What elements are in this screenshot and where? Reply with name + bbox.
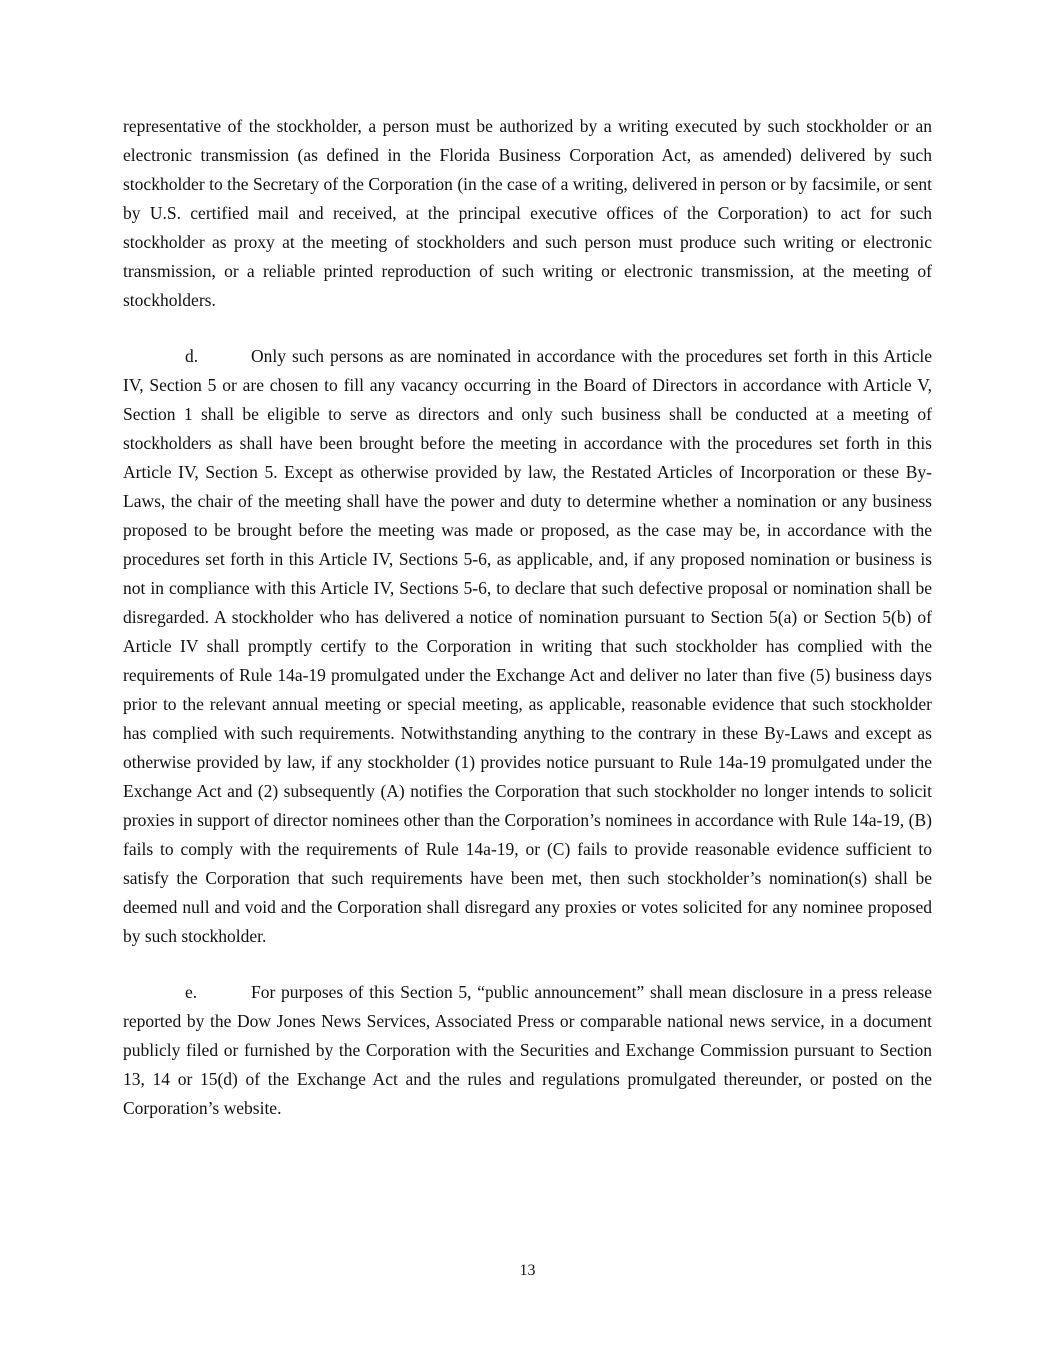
paragraph-continuation-text: representative of the stockholder, a person must be authorized by a writing executed by such stockholder or an electronic transmission (as defined in the Florida Business Corporation Act, as amended) delivered by such stockholder to the Secretary of the Corporation (in the case of a writing, delivered in person or by facsimile, or sent by U.S. certified mail and received, at the principal executive offices of the Corporation) to act for such stockholder as proxy at the meeting of stockholders and such person must produce such writing or electronic transmission, or a reliable printed reproduction of such writing or electronic transmission, at the meeting of stockholders. — [123, 116, 932, 310]
paragraph-d-text: Only such persons as are nominated in accordance with the procedures set forth in this Article IV, Section 5 or are chosen to fill any vacancy occurring in the Board of Directors in accordance with Article V, Section 1 shall be eligible to serve as directors and only such business shall be conducted at a meeting of stockholders as shall have been brought before the meeting in accordance with the procedures set forth in this Article IV, Section 5. Except as otherwise provided by law, the Restated Articles of Incorporation or these By-Laws, the chair of the meeting shall have the power and duty to determine whether a nomination or any business proposed to be brought before the meeting was made or proposed, as the case may be, in accordance with the procedures set forth in this Article IV, Sections 5-6, as applicable, and, if any proposed nomination or business is not in compliance with this Article IV, Sections 5-6, to declare that such defective proposal or nomination shall be disregarded. A stockholder who has delivered a notice of nomination pursuant to Section 5(a) or Section 5(b) of Article IV shall promptly certify to the Corporation in writing that such stockholder has complied with the requirements of Rule 14a-19 promulgated under the Exchange Act and deliver no later than five (5) business days prior to the relevant annual meeting or special meeting, as applicable, reasonable evidence that such stockholder has complied with such requirements. Notwithstanding anything to the contrary in these By-Laws and except as otherwise provided by law, if any stockholder (1) provides notice pursuant to Rule 14a-19 promulgated under the Exchange Act and (2) subsequently (A) notifies the Corporation that such stockholder no longer intends to solicit proxies in support of director nominees other than the Corporation’s nominees in accordance with Rule 14a-19, (B) fails to comply with the requirements of Rule 14a-19, or (C) fails to provide reasonable evidence sufficient to satisfy the Corporation that such requirements have been met, then such stockholder’s nomination(s) shall be deemed null and void and the Corporation shall disregard any proxies or votes solicited for any nominee proposed by such stockholder. — [123, 346, 932, 946]
page-number: 13 — [519, 1262, 536, 1279]
document-body — [123, 112, 932, 1150]
paragraph-e-label: e. — [185, 982, 198, 1002]
paragraph-e — [123, 978, 932, 1123]
paragraph-e-text: For purposes of this Section 5, “public announcement” shall mean disclosure in a press release reported by the Dow Jones News Services, Associated Press or comparable national news service, in a document publicly filed or furnished by the Corporation with the Securities and Exchange Commission pursuant to Section 13, 14 or 15(d) of the Exchange Act and the rules and regulations promulgated thereunder, or posted on the Corporation’s website. — [123, 982, 932, 1118]
paragraph-continuation — [123, 112, 932, 315]
paragraph-d-label: d. — [185, 346, 199, 366]
paragraph-d — [123, 342, 932, 951]
